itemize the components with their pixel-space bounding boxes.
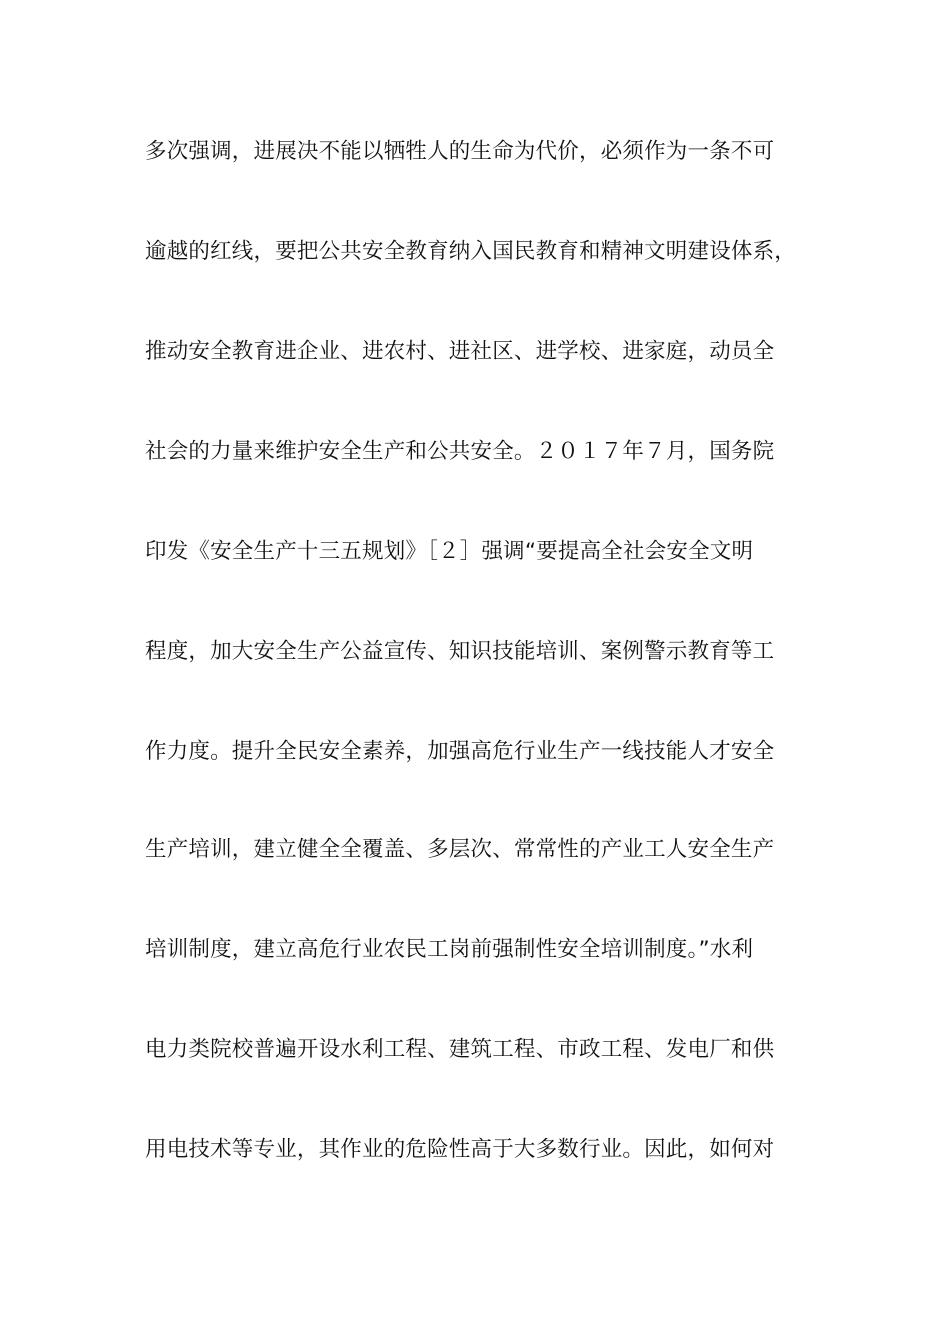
body-text-line: 推动安全教育进企业、进农村、进社区、进学校、进家庭，动员全: [145, 339, 775, 364]
body-text-line: 逾越的红线，要把公共安全教育纳入国民教育和精神文明建设体系，: [145, 239, 797, 264]
body-text-line: 作力度。提升全民安全素养，加强高危行业生产一线技能人才安全: [145, 739, 775, 764]
body-text-line: 生产培训，建立健全全覆盖、多层次、常常性的产业工人安全生产: [145, 837, 775, 862]
body-text-line: 多次强调，进展决不能以牺牲人的生命为代价，必须作为一条不可: [145, 139, 775, 164]
body-text-line: 程度，加大安全生产公益宣传、知识技能培训、案例警示教育等工: [145, 639, 775, 664]
body-text-line: 社会的力量来维护安全生产和公共安全。２０１７年７月，国务院: [145, 439, 775, 464]
body-text-line: 印发《安全生产十三五规划》［２］强调“要提高全社会安全文明: [145, 539, 754, 564]
body-text-line: 电力类院校普遍开设水利工程、建筑工程、市政工程、发电厂和供: [145, 1037, 775, 1062]
body-text-line: 用电技术等专业，其作业的危险性高于大多数行业。因此，如何对: [145, 1137, 775, 1162]
body-text-line: 培训制度，建立高危行业农民工岗前强制性安全培训制度。”水利: [145, 937, 754, 962]
